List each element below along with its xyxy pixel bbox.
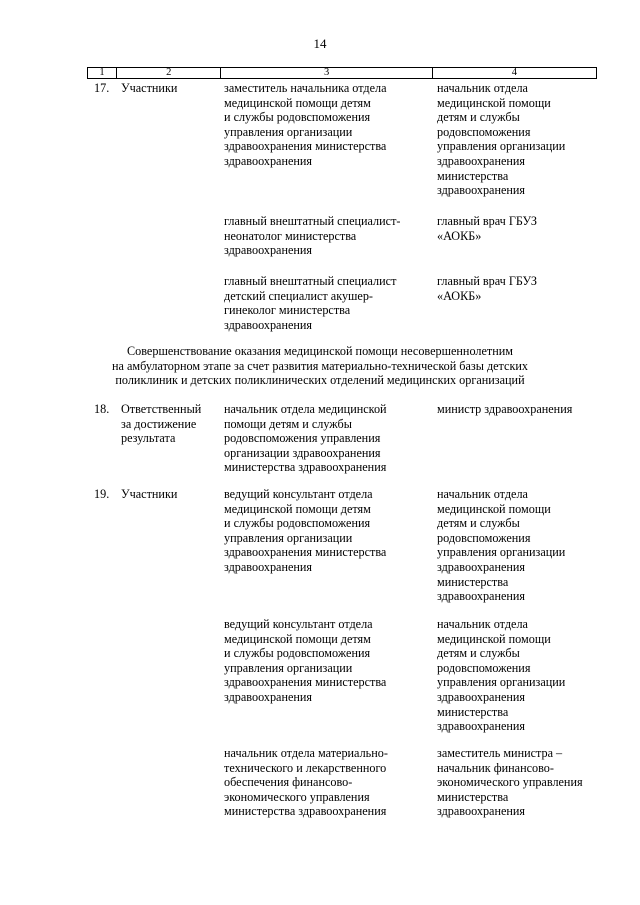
text-line: начальник отдела медицинской	[224, 402, 387, 416]
text-line: детям и службы	[437, 516, 520, 531]
row-19-label: Участники	[121, 487, 178, 501]
row-17-label: Участники	[121, 81, 178, 95]
text-line: здравоохранения	[437, 559, 526, 574]
row-19-block3-col3	[224, 746, 388, 819]
text-line: здравоохранения	[224, 559, 313, 574]
text-line: начальник отдела	[437, 81, 528, 95]
text-line: управления организации	[437, 675, 566, 690]
text-line: экономического управления	[224, 789, 370, 804]
header-col-2: 2	[117, 68, 222, 78]
text-line: здравоохранения	[437, 689, 526, 704]
text-line: здравоохранения	[437, 153, 526, 168]
row-19-block1-col3	[224, 487, 386, 575]
text-line: начальник отдела материально-	[224, 746, 388, 760]
text-line: главный внештатный специалист-	[224, 214, 401, 228]
text-line: министерства	[437, 168, 509, 183]
text-line: здравоохранения	[437, 589, 526, 604]
text-line: Совершенствование оказания медицинской помощи несовершеннолетним	[127, 344, 513, 358]
text-line: гинеколог министерства	[224, 303, 351, 318]
text-line: Ответственный	[121, 402, 202, 416]
text-line: министерства	[437, 704, 509, 719]
text-line: министерства здравоохранения	[224, 460, 387, 475]
row-17-number: 17.	[94, 81, 110, 95]
text-line: здравоохранения министерства	[224, 545, 387, 560]
text-line: детям и службы	[437, 646, 520, 661]
text-line: и службы родовспоможения	[224, 516, 371, 531]
text-line: поликлиник и детских поликлинических отделений медицинских организаций	[115, 373, 525, 388]
header-col-3: 3	[221, 68, 432, 78]
text-line: родовспоможения	[437, 530, 531, 545]
text-line: главный врач ГБУЗ	[437, 214, 538, 228]
text-line: результата	[121, 431, 176, 446]
text-line: главный врач ГБУЗ	[437, 274, 538, 288]
text-line: ведущий консультант отдела	[224, 487, 373, 501]
row-18-label	[121, 402, 201, 446]
text-line: министерства	[437, 789, 509, 804]
text-line: детям и службы	[437, 110, 520, 125]
row-19-block3-col4	[437, 746, 583, 819]
text-line: заместитель министра –	[437, 746, 563, 760]
text-line: здравоохранения	[437, 804, 526, 819]
text-line: здравоохранения министерства	[224, 675, 387, 690]
row-17-block1-col3	[224, 81, 387, 169]
text-line: здравоохранения	[224, 243, 313, 258]
row-17-block3-col3	[224, 274, 396, 332]
text-line: здравоохранения	[224, 689, 313, 704]
row-19-block2-col3	[224, 617, 386, 705]
text-line: помощи детям и службы	[224, 416, 352, 431]
text-line: управления организации	[224, 124, 353, 139]
text-line: детский специалист акушер-	[224, 288, 373, 303]
text-line: здравоохранения	[437, 719, 526, 734]
text-line: главный внештатный специалист	[224, 274, 397, 288]
text-line: заместитель начальника отдела	[224, 81, 387, 95]
text-line: обеспечения финансово-	[224, 775, 353, 790]
row-18-col3	[224, 402, 387, 475]
header-col-1: 1	[88, 68, 117, 78]
row-19-block1-col4	[437, 487, 565, 604]
text-line: технического и лекарственного	[224, 760, 387, 775]
text-line: здравоохранения	[224, 317, 313, 332]
text-line: министерства здравоохранения	[224, 804, 387, 819]
row-18-number: 18.	[94, 402, 110, 416]
text-line: начальник отдела	[437, 617, 528, 631]
row-17-block2-col4	[437, 214, 537, 243]
row-18-col4	[437, 402, 572, 417]
text-line: родовспоможения управления	[224, 431, 381, 446]
text-line: родовспоможения	[437, 660, 531, 675]
row-19-block2-col4	[437, 617, 565, 734]
text-line: управления организации	[224, 660, 353, 675]
text-line: ведущий консультант отдела	[224, 617, 373, 631]
text-line: управления организации	[224, 530, 353, 545]
row-17-block2-col3	[224, 214, 400, 258]
text-line: «АОКБ»	[437, 288, 482, 303]
text-line: управления организации	[437, 139, 566, 154]
text-line: начальник отдела	[437, 487, 528, 501]
table-header-row	[87, 67, 597, 79]
text-line: медицинской помощи	[437, 501, 551, 516]
text-line: за достижение	[121, 416, 197, 431]
text-line: начальник финансово-	[437, 760, 554, 775]
text-line: здравоохранения	[437, 183, 526, 198]
header-col-4: 4	[511, 67, 517, 78]
text-line: родовспоможения	[437, 124, 531, 139]
row-19-number: 19.	[94, 487, 110, 501]
text-line: министр здравоохранения	[437, 402, 573, 416]
row-17-block3-col4	[437, 274, 537, 303]
text-line: экономического управления	[437, 775, 583, 790]
text-line: неонатолог министерства	[224, 228, 357, 243]
text-line: медицинской помощи детям	[224, 95, 371, 110]
text-line: медицинской помощи детям	[224, 501, 371, 516]
text-line: медицинской помощи детям	[224, 631, 371, 646]
text-line: на амбулаторном этапе за счет развития материально-технической базы детских	[112, 358, 528, 373]
text-line: и службы родовспоможения	[224, 110, 371, 125]
text-line: медицинской помощи	[437, 95, 551, 110]
text-line: «АОКБ»	[437, 228, 482, 243]
page-number: 14	[313, 36, 327, 51]
text-line: управления организации	[437, 545, 566, 560]
text-line: министерства	[437, 574, 509, 589]
row-17-block1-col4	[437, 81, 565, 198]
text-line: здравоохранения	[224, 153, 313, 168]
text-line: и службы родовспоможения	[224, 646, 371, 661]
text-line: здравоохранения министерства	[224, 139, 387, 154]
text-line: организации здравоохранения	[224, 445, 381, 460]
section-title	[0, 344, 640, 388]
text-line: медицинской помощи	[437, 631, 551, 646]
